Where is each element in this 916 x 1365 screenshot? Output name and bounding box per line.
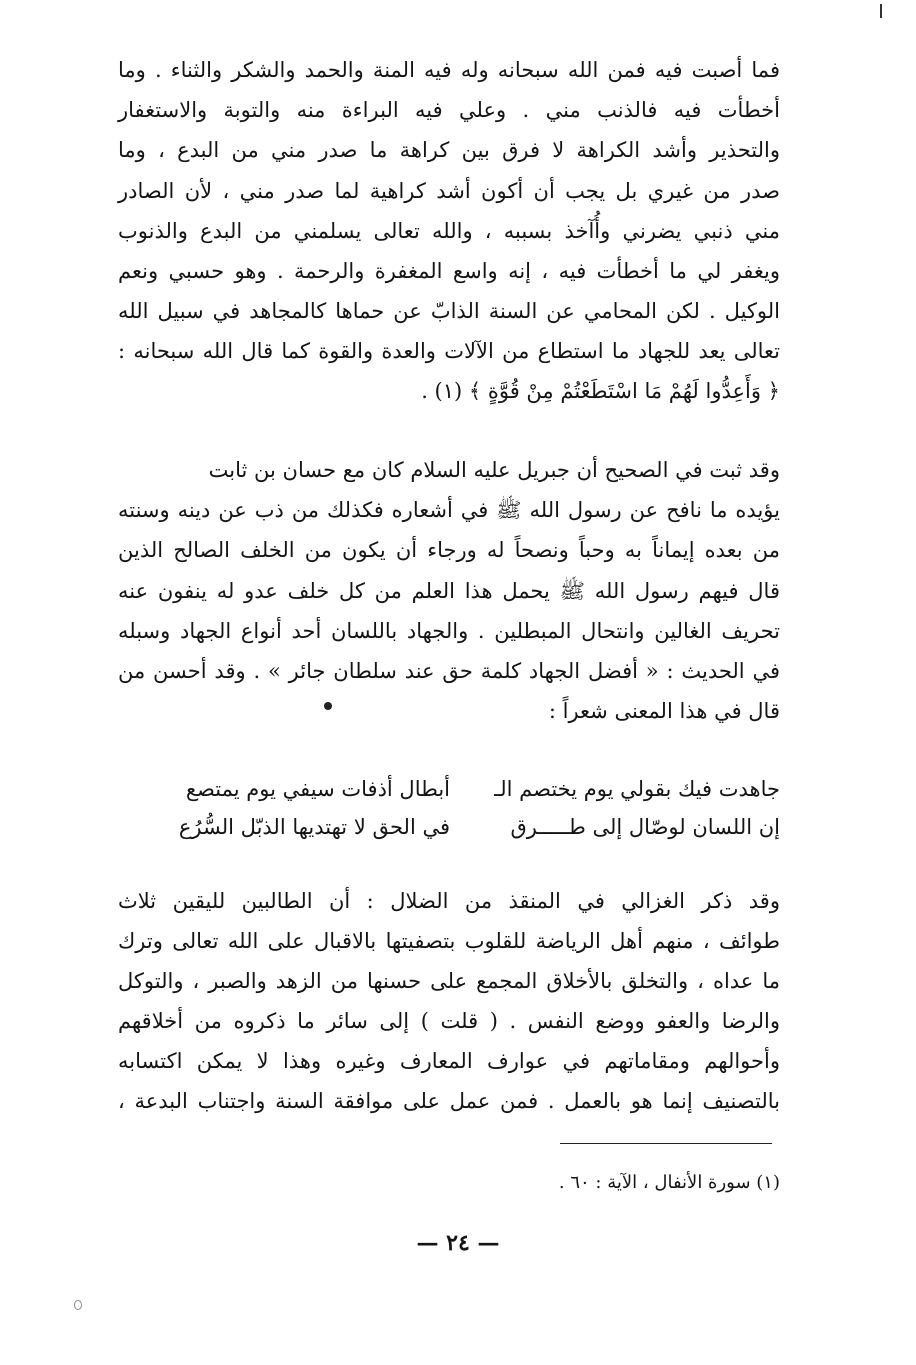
paragraph-3-line-2: طوائف ، منهم أهل الرياضة للقلوب بتصفيتها بالاقبال على الله تعالى وترك	[118, 929, 780, 953]
paragraph-2-line-1: وقد ثبت في الصحيح أن جبريل عليه السلام كان مع حسان بن ثابت	[208, 458, 780, 482]
poem-verse-1-second-half: أبطال أذفات سيفي يوم يمتصع	[185, 777, 450, 801]
page-number: — ٢٤ —	[416, 1230, 500, 1256]
paragraph-3-line-5: وأحوالهم ومقاماتهم في عوارف المعارف وغيره وهذا لا يمكن اكتسابه	[118, 1049, 780, 1073]
paragraph-1-line-5: مني ذنبي يضرني وأُآخذ بسببه ، والله تعالى يسلمني من البدع والذنوب	[118, 219, 780, 243]
paragraph-1-line-3: والتحذير وأشد الكراهة لا فرق بين كراهة ما صدر مني من البدع ، وما	[118, 138, 780, 162]
paragraph-3-line-4: والرضا والعفو ووضع النفس . ( قلت ) إلى سائر ما ذكروه من أخلاقهم	[118, 1009, 780, 1033]
paragraph-1-line-1: فما أصبت فيه فمن الله سبحانه وله فيه المنة والحمد والشكر والثناء . وما	[118, 58, 780, 82]
paragraph-2-line-4: قال فيهم رسول الله ﷺ يحمل هذا العلم من كل خلف عدو له ينفون عنه	[118, 579, 780, 603]
poem-verse-1-first-half: جاهدت فيك بقولي يوم يختصم الـ	[494, 777, 780, 801]
paragraph-1-line-2: أخطأت فيه فالذنب مني . وعلي فيه البراءة منه والتوبة والاستغفار	[118, 98, 780, 122]
paragraph-1-line-8: تعالى يعد للجهاد ما استطاع من الآلات والعدة والقوة كما قال الله سبحانه :	[118, 339, 780, 363]
ink-dot	[324, 702, 332, 710]
paragraph-1-line-4: صدر من غيري بل يجب أن أكون أشد كراهية لما صدر مني ، لأن الصادر	[118, 179, 780, 203]
paragraph-2-line-6: في الحديث : « أفضل الجهاد كلمة حق عند سلطان جائر » . وقد أحسن من	[118, 659, 780, 683]
poem-verse-2-first-half: إن اللسان لوصّال إلى طـــــرق	[510, 815, 780, 839]
poem-verse-2-second-half: في الحق لا تهتديها الذبّل السُّرُع	[178, 815, 450, 839]
paragraph-2-line-5: تحريف الغالين وانتحال المبطلين . والجهاد باللسان أحد أنواع الجهاد وسبله	[118, 619, 780, 643]
footnote: (١) سورة الأنفال ، الآية : ٦٠ .	[558, 1172, 780, 1193]
paragraph-2-line-7: قال في هذا المعنى شعراً :	[548, 699, 780, 723]
paragraph-1-line-6: ويغفر لي ما أخطأت فيه ، إنه واسع المغفرة والرحمة . وهو حسبي ونعم	[118, 259, 780, 283]
paragraph-3-line-3: ما عداه ، والتخلق بالأخلاق المجمع على حسنها من الزهد والصبر ، والتوكل	[118, 969, 780, 993]
paragraph-3-line-1: وقد ذكر الغزالي في المنقذ من الضلال : أن الطالبين لليقين ثلاث	[118, 889, 780, 913]
paragraph-3-line-6: بالتصنيف إنما هو بالعمل . فمن عمل على موافقة السنة واجتناب البدعة ،	[118, 1089, 780, 1113]
footnote-separator	[560, 1143, 772, 1144]
paragraph-2-line-2: يؤيده ما نافح عن رسول الله ﷺ في أشعاره فكذلك من ذب عن دينه وسنته	[118, 498, 780, 522]
corner-circle-mark	[74, 1300, 82, 1310]
paragraph-1-line-9: ﴿ وَأَعِدُّوا لَهُمْ مَا اسْتَطَعْتُمْ مِنْ قُوَّةٍ ﴾ (١) .	[421, 379, 780, 403]
corner-mark	[880, 4, 882, 18]
paragraph-1-line-7: الوكيل . لكن المحامي عن السنة الذابّ عن حماها كالمجاهد في سبيل الله	[118, 299, 780, 323]
paragraph-2-line-3: من بعده إيماناً به وحباً ونصحاً له ورجاء أن يكون من الخلف الصالح الذين	[118, 538, 780, 562]
